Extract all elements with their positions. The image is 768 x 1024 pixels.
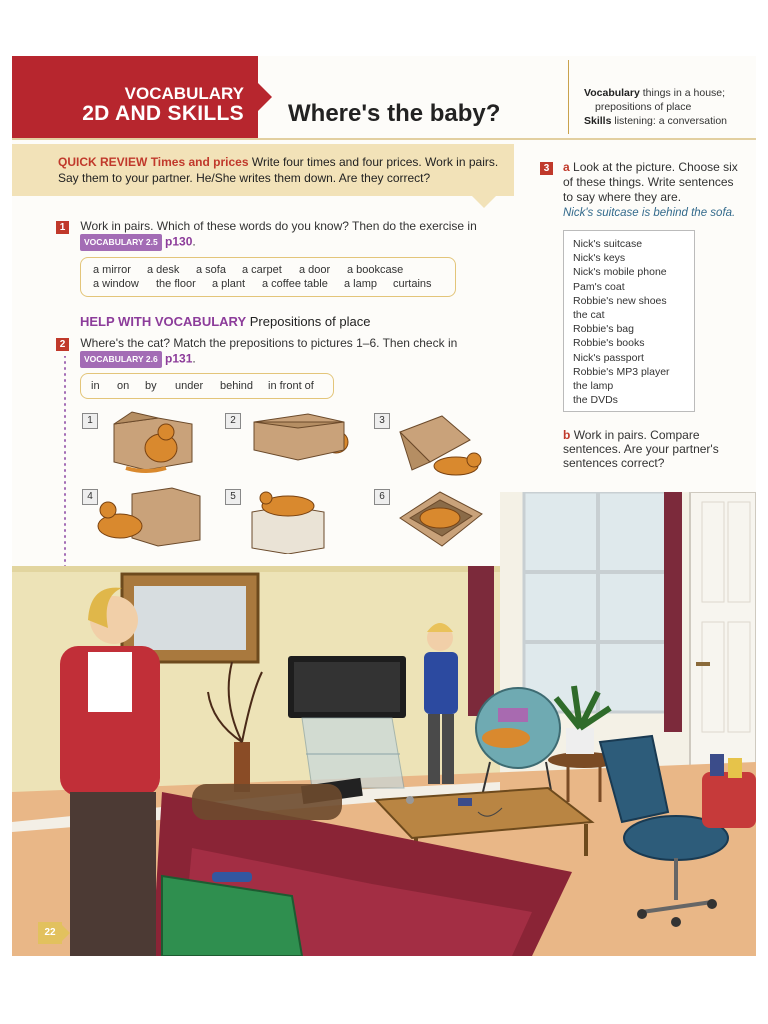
picture-number: 1 [82, 413, 98, 429]
word-item: a bookcase [347, 264, 404, 276]
cat-behind-box-picture [248, 412, 358, 464]
page-ref-2[interactable]: p131 [165, 351, 193, 366]
exercise-number-3: 3 [540, 162, 553, 175]
page-number: 22 [38, 922, 62, 944]
cat-in-box-picture [106, 410, 198, 476]
word-item: a plant [212, 278, 246, 290]
textbook-page [12, 56, 756, 956]
picture-number: 2 [225, 413, 241, 429]
word-item: a sofa [196, 264, 226, 276]
part-b-label: b [563, 428, 571, 442]
things-list [563, 230, 695, 412]
list-item: the lamp [573, 380, 614, 393]
exercise-3b [563, 428, 743, 470]
badge-arrow [258, 83, 272, 111]
exercise-1: 1 Work in pairs. Which of these words do you know? Then do the exercise in VOCABULARY 2.5 p130. [56, 219, 506, 251]
list-item: Pam's coat [573, 280, 625, 293]
page-title: Where's the baby? [288, 100, 501, 127]
word-item: a desk [147, 264, 180, 276]
list-item: Nick's suitcase [573, 238, 643, 250]
badge-line1: VOCABULARY [124, 84, 244, 103]
skills-label: Skills [584, 115, 612, 127]
skills-text: listening: a conversation [614, 115, 728, 127]
picture-number: 3 [374, 413, 390, 429]
list-item: the cat [573, 309, 605, 322]
vocab-ref-pill-2[interactable]: VOCABULARY 2.6 [80, 351, 162, 368]
word-item: a lamp [344, 278, 378, 290]
curtain-left [468, 566, 494, 716]
unit-badge [12, 56, 258, 138]
living-room-illustration [12, 492, 756, 956]
word-item: the floor [156, 278, 196, 290]
lesson-info [584, 86, 727, 128]
word-box-2 [80, 373, 334, 399]
exercise-number-1: 1 [56, 221, 69, 234]
cat-under-box-picture [394, 412, 486, 478]
preposition-item: by [145, 380, 157, 392]
word-item: curtains [393, 278, 432, 290]
quick-review-text2: pairs. Say them to your partner. He/She writes them down. Are they correct? [58, 155, 499, 185]
part-b-text: Work in pairs. Compare sentences. Are your partner's sentences correct? [563, 428, 719, 470]
preposition-item: under [175, 380, 204, 392]
picture-number: 6 [374, 489, 390, 505]
list-item: Robbie's books [573, 337, 645, 350]
quick-review-tail [472, 196, 496, 208]
preposition-item: on [117, 380, 130, 392]
word-item: a mirror [93, 264, 131, 276]
vocab-text: things in a house; [642, 87, 726, 99]
badge-line2: 2D AND SKILLS [82, 102, 244, 125]
list-item: Robbie's MP3 player [573, 365, 670, 378]
word-item: a door [299, 264, 331, 276]
word-item: a window [93, 278, 139, 290]
preposition-item: behind [220, 380, 254, 392]
list-item: the DVDs [573, 394, 618, 407]
example-sentence: Nick's suitcase is behind the sofa. [563, 207, 736, 219]
list-item: Nick's mobile phone [573, 266, 667, 279]
quick-review-box [12, 144, 514, 196]
list-item: Robbie's bag [573, 323, 634, 336]
quick-review-tag: QUICK REVIEW [58, 155, 148, 169]
exercise-2-text: Where's the cat? Match the prepositions to pictures 1–6. Then check in [80, 336, 458, 350]
preposition-item: in [91, 380, 100, 392]
help-with-vocabulary [80, 314, 370, 329]
window [524, 492, 672, 712]
page-ref-1[interactable]: p130 [165, 234, 193, 249]
picture-number: 5 [225, 489, 241, 505]
quick-review-topic: Times and prices [150, 155, 249, 169]
list-item: Nick's keys [573, 252, 626, 265]
vocab-text2: prepositions of place [595, 101, 692, 113]
header-divider [568, 60, 569, 134]
quick-review-text1: Write four times and four prices. Work in [251, 155, 466, 169]
vocab-ref-pill-1[interactable]: VOCABULARY 2.5 [80, 234, 162, 251]
preposition-item: in front of [268, 380, 314, 392]
exercise-1-text: Work in pairs. Which of these words do you know? Then do the exercise in [80, 219, 477, 233]
word-item: a coffee table [262, 278, 328, 290]
exercise-3a [563, 160, 743, 205]
picture-number: 4 [82, 489, 98, 505]
keys [406, 796, 414, 804]
header-rule [12, 138, 756, 140]
vocab-label: Vocabulary [584, 87, 640, 99]
list-item: Robbie's new shoes [573, 294, 667, 307]
part-a-text: Look at the picture. Choose six of these things. Write sentences to say where they are. [563, 160, 738, 204]
part-a-label: a [563, 160, 570, 174]
help-subtitle: Prepositions of place [249, 314, 371, 329]
list-item: Nick's passport [573, 351, 644, 364]
word-box-1 [80, 257, 456, 297]
exercise-2: 2 Where's the cat? Match the prepositions to pictures 1–6. Then check in VOCABULARY 2.6 p131. [56, 336, 506, 368]
exercise-number-2: 2 [56, 338, 69, 351]
curtain-right [664, 492, 682, 732]
help-title: HELP WITH VOCABULARY [80, 314, 247, 329]
word-item: a carpet [242, 264, 282, 276]
